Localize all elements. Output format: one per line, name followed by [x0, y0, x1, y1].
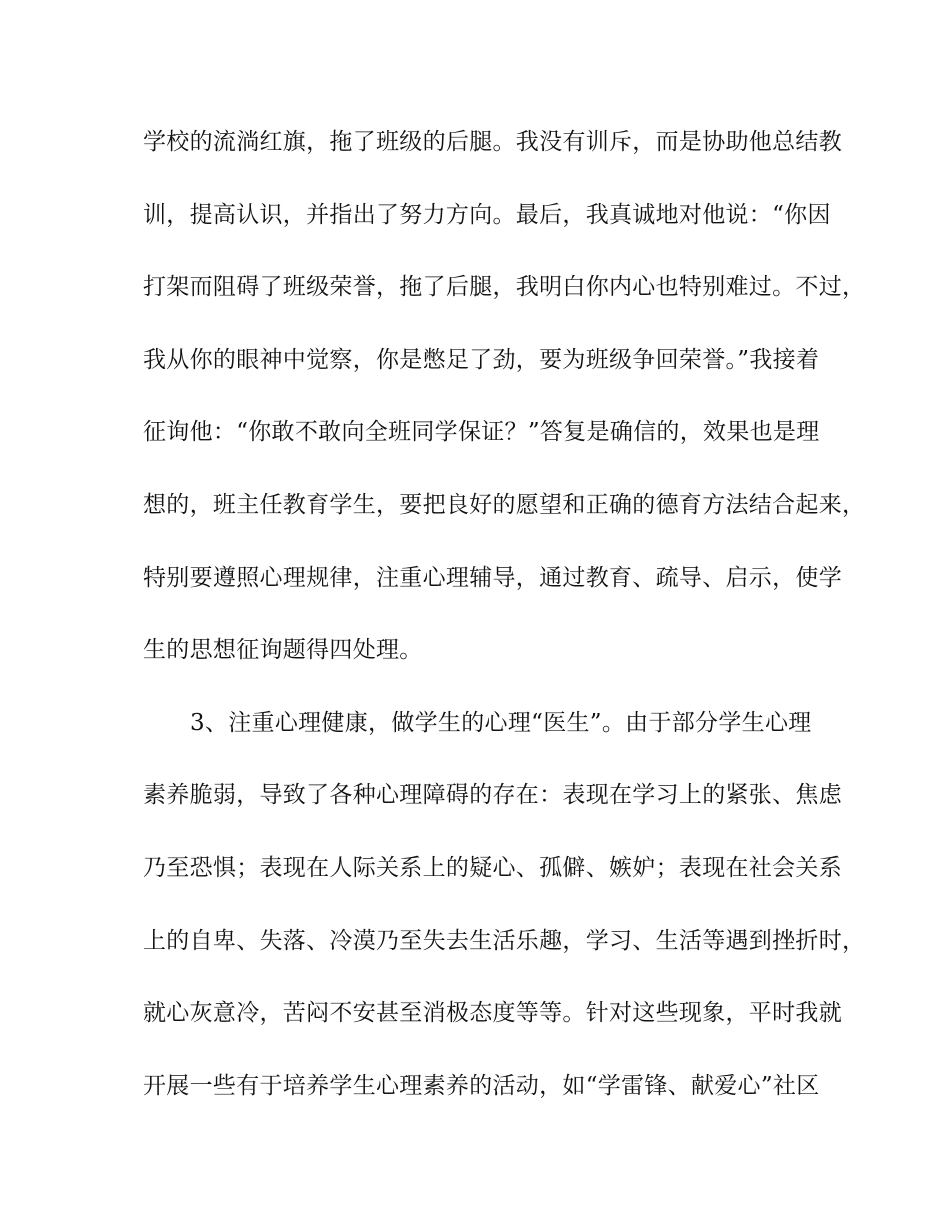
- body-text: [143, 118, 866, 1134]
- text-line: 就心灰意冷，苦闷不安甚至消极态度等等。针对这些现象，平时我就: [143, 1000, 842, 1027]
- text-line: 征询他：“你敢不敢向全班同学保证？”答复是确信的，效果也是理: [143, 419, 820, 446]
- text-line: 打架而阻碍了班级荣誉，拖了后腿，我明白你内心也特别难过。不过，: [143, 274, 866, 301]
- text-line: 生的思想征询题得四处理。: [143, 637, 423, 664]
- text-line: 素养脆弱，导致了各种心理障碍的存在：表现在学习上的紧张、焦虑: [143, 782, 842, 809]
- text-line: 学校的流淌红旗，拖了班级的后腿。我没有训斥，而是协助他总结教: [143, 129, 842, 155]
- text-line: 上的自卑、失落、冷漠乃至失去生活乐趣，学习、生活等遇到挫折时，: [143, 927, 866, 954]
- text-line: 训，提高认识，并指出了努力方向。最后，我真诚地对他说：“你因: [143, 201, 831, 228]
- section-heading-line: 3、注重心理健康，做学生的心理“医生”。由于部分学生心理: [190, 709, 812, 736]
- text-line: 想的，班主任教育学生，要把良好的愿望和正确的德育方法结合起来，: [143, 491, 866, 518]
- text-line: 我从你的眼神中觉察，你是憋足了劲，要为班级争回荣誉。”我接着: [143, 346, 820, 373]
- text-line: 特别要遵照心理规律，注重心理辅导，通过教育、疏导、启示，使学: [143, 564, 842, 591]
- text-line: 开展一些有于培养学生心理素养的活动，如“学雷锋、献爱心”社区: [143, 1072, 820, 1099]
- text-line: 乃至恐惧；表现在人际关系上的疑心、孤僻、嫉妒；表现在社会关系: [143, 854, 842, 881]
